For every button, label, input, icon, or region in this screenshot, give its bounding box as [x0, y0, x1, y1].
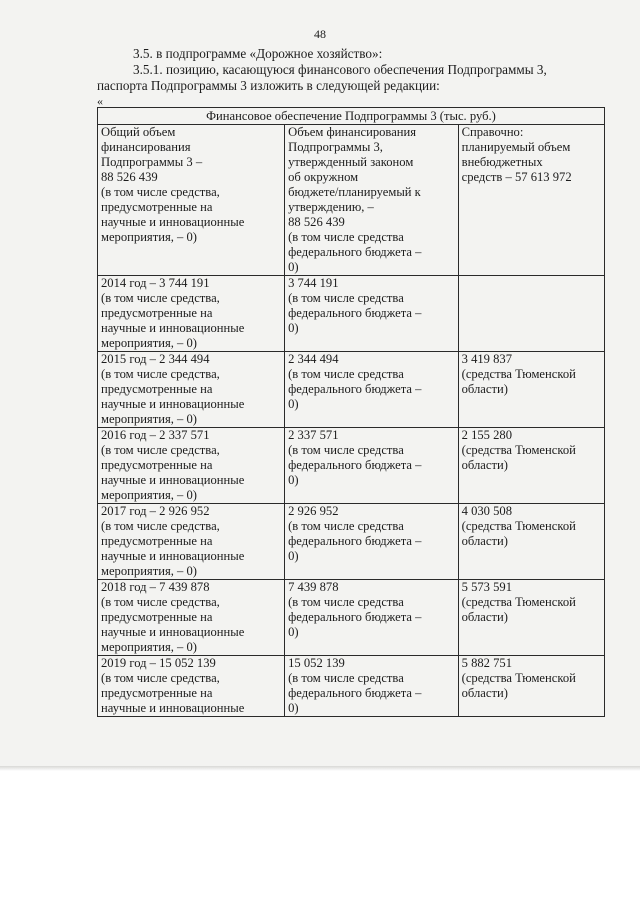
scan-edge [0, 766, 640, 771]
year-total-cell [98, 428, 285, 504]
cell-text-line: бюджете/планируемый к [288, 185, 421, 199]
cell-text-line: (в том числе средства, [101, 595, 220, 609]
cell-text-line: 0) [288, 473, 299, 487]
header-cell-total [98, 125, 285, 276]
federal-budget-cell [285, 580, 459, 656]
cell-text-line: (в том числе средства [288, 367, 404, 381]
cell-text-line: научные и инновационные [101, 321, 245, 335]
regional-funds-cell [458, 276, 604, 352]
cell-text-line: федерального бюджета – [288, 610, 422, 624]
cell-text-line: (в том числе средства, [101, 671, 220, 685]
cell-text-line: утвержденный законом [288, 155, 414, 169]
cell-text-line: 2019 год – 15 052 139 [101, 656, 216, 670]
cell-text-line: предусмотренные на [101, 306, 213, 320]
cell-text-line: научные и инновационные [101, 701, 245, 715]
cell-text-line: 2 155 280 [461, 428, 512, 442]
cell-text-line: предусмотренные на [101, 534, 213, 548]
cell-text-line: 0) [288, 549, 299, 563]
cell-text-line: области) [461, 382, 508, 396]
table-row [98, 276, 605, 352]
federal-budget-cell [285, 276, 459, 352]
cell-text-line: Подпрограммы 3 – [101, 155, 203, 169]
cell-text-line: предусмотренные на [101, 458, 213, 472]
paragraph-section-3-5: 3.5. в подпрограмме «Дорожное хозяйство»: [133, 46, 383, 61]
table-row [98, 352, 605, 428]
cell-text-line: научные и инновационные [101, 215, 245, 229]
cell-text-line: (в том числе средства, [101, 185, 220, 199]
cell-text-line: (в том числе средства [288, 230, 404, 244]
year-total-cell [98, 504, 285, 580]
federal-budget-cell [285, 504, 459, 580]
table-row [98, 656, 605, 717]
cell-text-line: 0) [288, 321, 299, 335]
cell-text-line: мероприятия, – 0) [101, 488, 197, 502]
cell-text-line: научные и инновационные [101, 473, 245, 487]
cell-text-line: предусмотренные на [101, 382, 213, 396]
cell-text-line: 2016 год – 2 337 571 [101, 428, 210, 442]
cell-text-line: планируемый объем [461, 140, 571, 154]
cell-text-line: мероприятия, – 0) [101, 564, 197, 578]
cell-text-line: 0) [288, 397, 299, 411]
cell-text-line: предусмотренные на [101, 686, 213, 700]
cell-text-line: (в том числе средства, [101, 443, 220, 457]
regional-funds-cell [458, 504, 604, 580]
cell-text-line: 15 052 139 [288, 656, 345, 670]
paragraph-section-3-5-1: 3.5.1. позицию, касающуюся финансового обеспечения Подпрограммы 3, [133, 62, 547, 77]
cell-text-line: 3 744 191 [288, 276, 339, 290]
cell-text-line: научные и инновационные [101, 625, 245, 639]
table-header-row [98, 125, 605, 276]
cell-text-line: (в том числе средства [288, 291, 404, 305]
federal-budget-cell [285, 656, 459, 717]
year-total-cell [98, 352, 285, 428]
financing-table [97, 107, 605, 717]
cell-text-line: (средства Тюменской [461, 595, 576, 609]
cell-text-line: 3 419 837 [461, 352, 512, 366]
cell-text-line: научные и инновационные [101, 549, 245, 563]
cell-text-line: мероприятия, – 0) [101, 230, 197, 244]
header-cell-reference [458, 125, 604, 276]
cell-text-line: 2 926 952 [288, 504, 339, 518]
federal-budget-cell [285, 428, 459, 504]
cell-text-line: (в том числе средства, [101, 519, 220, 533]
cell-text-line: федерального бюджета – [288, 534, 422, 548]
cell-text-line: внебюджетных [461, 155, 543, 169]
cell-text-line: Справочно: [461, 125, 524, 139]
cell-text-line: 2 344 494 [288, 352, 339, 366]
cell-text-line: 2015 год – 2 344 494 [101, 352, 210, 366]
cell-text-line: (средства Тюменской [461, 367, 576, 381]
year-total-cell [98, 656, 285, 717]
cell-text-line: 0) [288, 625, 299, 639]
cell-text-line: (в том числе средства, [101, 291, 220, 305]
cell-text-line: (в том числе средства [288, 595, 404, 609]
cell-text-line: (в том числе средства [288, 519, 404, 533]
cell-text-line: 0) [288, 701, 299, 715]
year-total-cell [98, 580, 285, 656]
table-row [98, 504, 605, 580]
cell-text-line: федерального бюджета – [288, 458, 422, 472]
cell-text-line: Подпрограммы 3, [288, 140, 383, 154]
cell-text-line: 4 030 508 [461, 504, 512, 518]
cell-text-line: федерального бюджета – [288, 382, 422, 396]
cell-text-line: 5 882 751 [461, 656, 512, 670]
cell-text-line: (средства Тюменской [461, 671, 576, 685]
cell-text-line: федерального бюджета – [288, 686, 422, 700]
cell-text-line: федерального бюджета – [288, 306, 422, 320]
cell-text-line: (средства Тюменской [461, 519, 576, 533]
cell-text-line: 88 526 439 [101, 170, 158, 184]
cell-text-line: мероприятия, – 0) [101, 412, 197, 426]
cell-text-line: области) [461, 534, 508, 548]
year-total-cell [98, 276, 285, 352]
table-title: Финансовое обеспечение Подпрограммы 3 (тыс. руб.) [98, 108, 605, 125]
regional-funds-cell [458, 580, 604, 656]
regional-funds-cell [458, 352, 604, 428]
cell-text-line: (в том числе средства [288, 671, 404, 685]
cell-text-line: 2 337 571 [288, 428, 339, 442]
cell-text-line: 2017 год – 2 926 952 [101, 504, 210, 518]
cell-text-line: 7 439 878 [288, 580, 339, 594]
cell-text-line: федерального бюджета – [288, 245, 422, 259]
cell-text-line: Объем финансирования [288, 125, 417, 139]
table-row [98, 428, 605, 504]
page-number: 48 [314, 27, 326, 41]
paragraph-continuation: паспорта Подпрограммы 3 изложить в следующей редакции: [97, 78, 440, 93]
cell-text-line: мероприятия, – 0) [101, 336, 197, 350]
federal-budget-cell [285, 352, 459, 428]
cell-text-line: области) [461, 610, 508, 624]
cell-text-line: финансирования [101, 140, 191, 154]
cell-text-line: (в том числе средства, [101, 367, 220, 381]
opening-quote: « [97, 94, 103, 108]
cell-text-line: 88 526 439 [288, 215, 345, 229]
cell-text-line: предусмотренные на [101, 200, 213, 214]
cell-text-line: области) [461, 686, 508, 700]
header-cell-approved [285, 125, 459, 276]
cell-text-line: средств – 57 613 972 [461, 170, 572, 184]
regional-funds-cell [458, 428, 604, 504]
cell-text-line: Общий объем [101, 125, 176, 139]
cell-text-line: об окружном [288, 170, 359, 184]
cell-text-line: предусмотренные на [101, 610, 213, 624]
cell-text-line: научные и инновационные [101, 397, 245, 411]
cell-text-line: утверждению, – [288, 200, 374, 214]
cell-text-line: (средства Тюменской [461, 443, 576, 457]
cell-text-line: 0) [288, 260, 299, 274]
cell-text-line: (в том числе средства [288, 443, 404, 457]
cell-text-line: 2018 год – 7 439 878 [101, 580, 210, 594]
regional-funds-cell [458, 656, 604, 717]
cell-text-line: 2014 год – 3 744 191 [101, 276, 210, 290]
table-row [98, 580, 605, 656]
cell-text-line: области) [461, 458, 508, 472]
cell-text-line: 5 573 591 [461, 580, 512, 594]
cell-text-line: мероприятия, – 0) [101, 640, 197, 654]
